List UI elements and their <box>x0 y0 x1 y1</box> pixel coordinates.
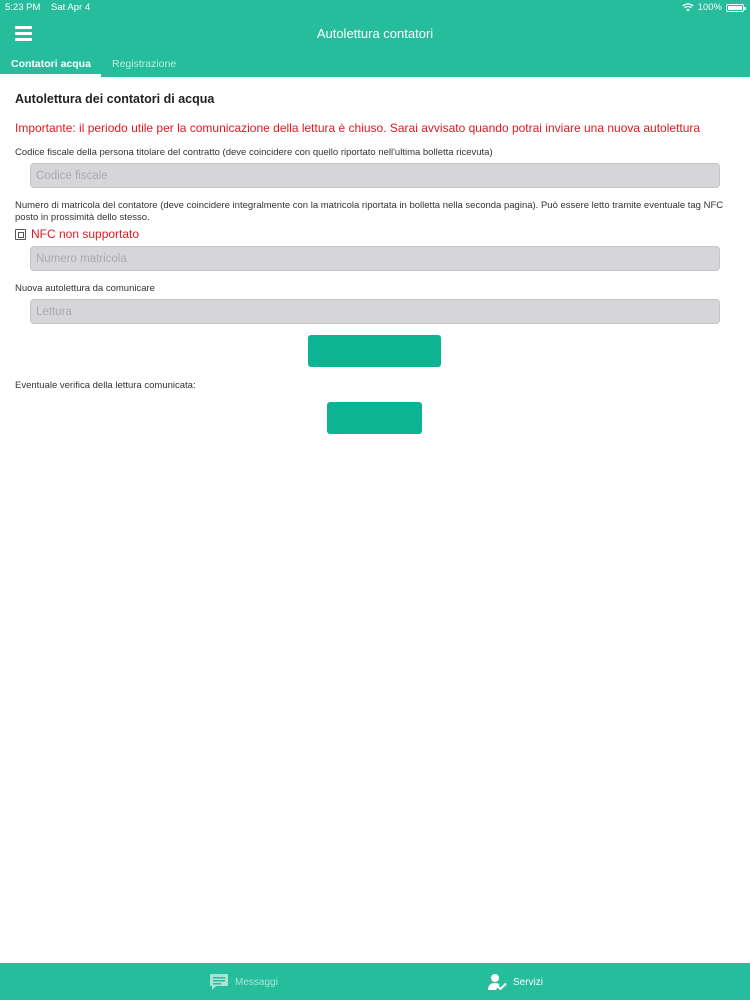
battery-icon <box>726 4 744 12</box>
verifica-button[interactable] <box>327 402 422 434</box>
status-date: Sat Apr 4 <box>51 2 91 13</box>
bottom-tab-messaggi[interactable] <box>209 973 278 992</box>
verifica-label: Eventuale verifica della lettura comunicata: <box>15 380 196 391</box>
user-check-icon <box>487 973 507 991</box>
page-title: Autolettura contatori <box>316 26 434 41</box>
nfc-status-row <box>15 227 139 241</box>
nfc-icon <box>15 229 26 240</box>
tab-active-indicator <box>0 74 101 77</box>
form-heading: Autolettura dei contatori di acqua <box>15 92 215 106</box>
matricola-input[interactable] <box>30 246 720 271</box>
codice-fiscale-input[interactable] <box>30 163 720 188</box>
invia-lettura-button[interactable] <box>308 335 441 367</box>
bottom-tab-messaggi-label: Messaggi <box>235 977 278 988</box>
status-right <box>682 2 744 13</box>
tab-contatori-acqua[interactable]: Contatori acqua <box>11 58 91 70</box>
matricola-label: Numero di matricola del contatore (deve coincidere integralmente con la matricola riportata in bolletta nella seconda pagina). Può essere letto tramite eventuale tag NFC posto in prossimità dello stesso. <box>15 200 724 223</box>
status-left <box>5 2 98 13</box>
battery-percent: 100% <box>697 2 722 13</box>
codice-fiscale-label: Codice fiscale della persona titolare del contratto (deve coincidere con quello riportato nell'ultima bolletta ricevuta) <box>15 147 493 158</box>
nav-bar <box>0 15 750 53</box>
bottom-tab-servizi[interactable] <box>487 973 543 991</box>
wifi-icon <box>682 3 694 12</box>
status-time: 5:23 PM <box>5 2 41 13</box>
lettura-label: Nuova autolettura da comunicare <box>15 283 155 294</box>
warning-message: Importante: il periodo utile per la comunicazione della lettura è chiuso. Sarai avvisato quando potrai inviare una nuova autolettura <box>15 121 701 135</box>
chat-icon <box>209 973 229 992</box>
status-bar <box>0 0 750 15</box>
tab-bar <box>0 53 750 77</box>
bottom-tab-bar <box>0 963 750 1000</box>
tab-registrazione[interactable]: Registrazione <box>112 58 177 70</box>
nfc-status: NFC non supportato <box>31 227 140 241</box>
lettura-input[interactable] <box>30 299 720 324</box>
bottom-tab-servizi-label: Servizi <box>513 976 544 988</box>
